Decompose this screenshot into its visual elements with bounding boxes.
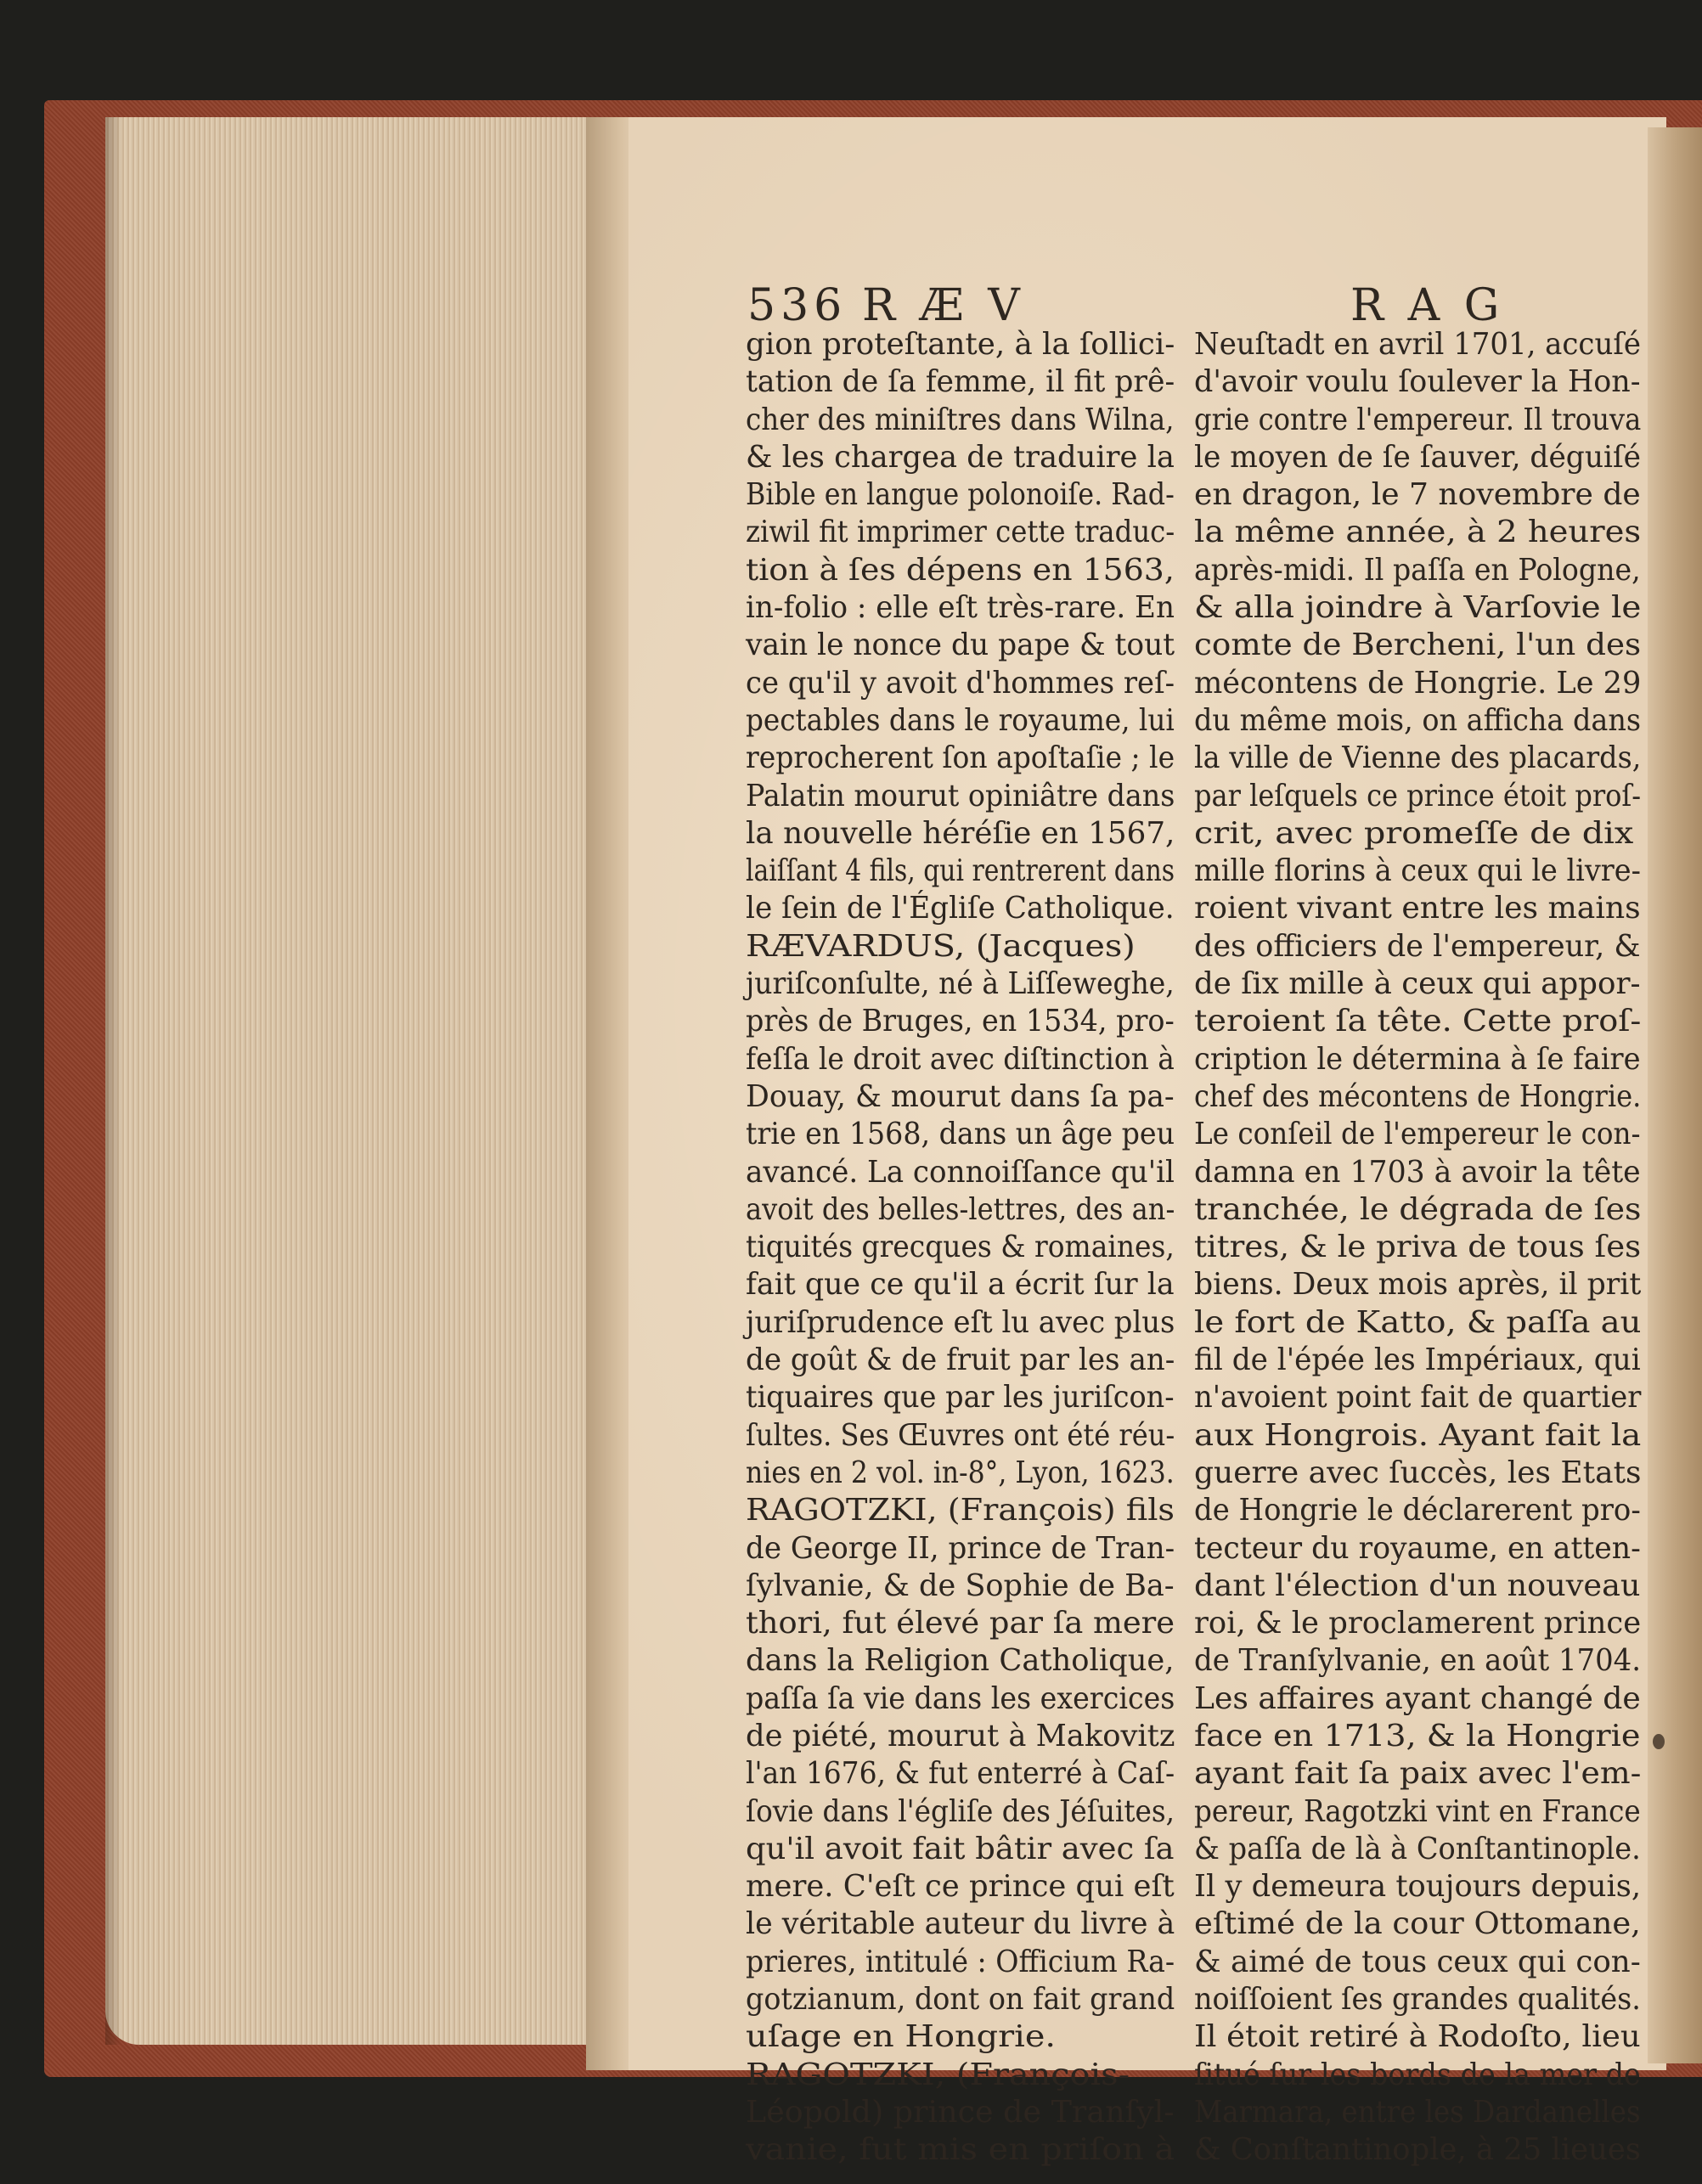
right-column-line: le fort de Katto, & paſſa au — [1194, 1304, 1642, 1340]
right-column-line: titres, & le priva de tous ſes — [1194, 1230, 1642, 1265]
left-column-line: la nouvelle héréſie en 1567, — [746, 815, 1175, 851]
left-column-line: RÆVARDUS, (Jacques) — [746, 928, 1136, 964]
right-column-line: du même mois, on afficha dans — [1194, 702, 1642, 738]
left-column-line: RAGOTZKI, (François) fils — [746, 1493, 1175, 1528]
left-column-line: uſage en Hongrie. — [746, 2019, 1056, 2055]
left-column-line: le véritable auteur du livre à — [746, 1906, 1175, 1942]
right-column-line: & alla joindre à Varſovie le — [1194, 590, 1642, 626]
left-column-line: juriſprudence eſt lu avec plus — [746, 1304, 1175, 1340]
left-column-line: trie en 1568, dans un âge peu — [746, 1117, 1175, 1152]
page-stack-shadow — [105, 117, 122, 2045]
right-column-line: après-midi. Il paſſa en Pologne, — [1194, 552, 1641, 588]
right-column-line: face en 1713, & la Hongrie — [1194, 1718, 1641, 1753]
right-column-line: en dragon, le 7 novembre de — [1194, 477, 1641, 513]
right-column-line: comte de Bercheni, l'un des — [1194, 628, 1642, 663]
right-column-line: chef des mécontens de Hongrie. — [1194, 1078, 1642, 1114]
right-column-line: Neuſtadt en avril 1701, accuſé — [1194, 327, 1641, 362]
right-column-line: crit, avec promeſſe de dix — [1194, 815, 1634, 851]
text-column-left — [746, 326, 1175, 2170]
left-column-line: juriſconſulte, né à Liſſeweghe, — [746, 966, 1175, 1002]
running-head-left: R Æ V — [862, 280, 1025, 331]
left-column-line: de George II, prince de Tran- — [746, 1530, 1175, 1566]
left-column-line: & les chargea de traduire la — [746, 439, 1175, 475]
page-stack-left — [105, 117, 606, 2045]
right-column-line: la ville de Vienne des placards, — [1194, 740, 1642, 776]
left-column-line: le ſein de l'Égliſe Catholique. — [746, 891, 1175, 926]
facing-page-edge — [1648, 127, 1702, 2063]
right-column-line: mille florins à ceux qui le livre- — [1194, 853, 1641, 889]
left-column-line: tiquités grecques & romaines, — [746, 1230, 1175, 1265]
right-column-line: damna en 1703 à avoir la tête — [1194, 1154, 1641, 1190]
right-column-line: la même année, à 2 heures — [1194, 515, 1642, 550]
page-number: 536 — [747, 280, 848, 331]
left-column-line: tiquaires que par les juriſcon- — [746, 1380, 1175, 1416]
left-column-line: vanie, fut mis en priſon à — [746, 2132, 1175, 2168]
right-column-line: Les affaires ayant changé de — [1194, 1680, 1641, 1716]
left-column-line: ce qu'il y avoit d'hommes reſ- — [746, 665, 1175, 701]
right-column-line: grie contre l'empereur. Il trouva — [1194, 402, 1642, 437]
left-column-line: tation de ſa femme, il fit prê- — [746, 364, 1175, 400]
left-column-line: Palatin mourut opiniâtre dans — [746, 778, 1175, 813]
left-column-line: reprocherent ſon apoſtaſie ; le — [746, 740, 1175, 776]
left-column-line: cher des miniſtres dans Wilna, — [746, 402, 1175, 437]
ink-spot — [1653, 1734, 1665, 1749]
left-column-line: mere. C'eſt ce prince qui eſt — [746, 1869, 1175, 1905]
right-column-line: & Conſtantinople, à 25 lieues — [1194, 2132, 1641, 2168]
left-column-line: vain le nonce du pape & tout — [746, 628, 1175, 663]
right-column-line: eſtimé de la cour Ottomane, — [1194, 1906, 1641, 1942]
left-column-line: Douay, & mourut dans ſa pa- — [746, 1078, 1175, 1114]
right-column-line: n'avoient point fait de quartier — [1194, 1380, 1642, 1416]
left-column-line: ſultes. Ses Œuvres ont été réu- — [746, 1417, 1175, 1453]
left-column-line: de piété, mourut à Makovitz — [746, 1718, 1175, 1753]
left-column-line: avancé. La connoiſſance qu'il — [746, 1154, 1175, 1190]
right-column-line: le moyen de ſe ſauver, déguiſé — [1194, 439, 1642, 475]
left-column-line: gion proteſtante, à la ſollici- — [746, 327, 1175, 362]
left-column-line: tion à ſes dépens en 1563, — [746, 552, 1175, 588]
left-column-line: ſovie dans l'égliſe des Jéſuites, — [746, 1793, 1175, 1829]
left-column-line: près de Bruges, en 1534, pro- — [746, 1004, 1175, 1039]
left-column-line: dans la Religion Catholique, — [746, 1643, 1175, 1679]
left-column-line: prieres, intitulé : Officium Ra- — [746, 1944, 1175, 1979]
right-column-line: ſitué ſur les bords de la mer de — [1194, 2057, 1641, 2092]
right-column-line: tranchée, le dégrada de ſes — [1194, 1191, 1642, 1227]
right-column-line: par leſquels ce prince étoit proſ- — [1194, 778, 1642, 813]
left-column-line: Léopold) prince de Tranſyl- — [746, 2094, 1175, 2130]
left-column-line: ſylvanie, & de Sophie de Ba- — [746, 1568, 1175, 1603]
right-column-line: dant l'élection d'un nouveau — [1194, 1568, 1641, 1603]
left-column-line: nies en 2 vol. in-8°, Lyon, 1623. — [746, 1455, 1175, 1490]
right-column-line: guerre avec ſuccès, les Etats — [1194, 1455, 1642, 1490]
left-column-line: gotzianum, dont on fait grand — [746, 1982, 1175, 2018]
right-column-line: Il étoit retiré à Rodoſto, lieu — [1194, 2019, 1641, 2055]
right-column-line: noiſſoient ſes grandes qualités. — [1194, 1982, 1641, 2018]
running-head-right: R A G — [1350, 280, 1505, 331]
right-column-line: teroient ſa tête. Cette proſ- — [1194, 1004, 1642, 1039]
text-column-right — [1194, 326, 1641, 2170]
right-column-line: roient vivant entre les mains — [1194, 891, 1641, 926]
left-column-line: fait que ce qu'il a écrit ſur la — [746, 1267, 1175, 1303]
right-column-line: mécontens de Hongrie. Le 29 — [1194, 665, 1642, 701]
right-column-line: & paſſa de là à Conſtantinople. — [1194, 1831, 1641, 1866]
left-column-line: in-folio : elle eſt très-rare. En — [746, 590, 1175, 626]
right-column-line: de Hongrie le déclarerent pro- — [1194, 1493, 1641, 1528]
left-column-line: feſſa le droit avec diſtinction à — [746, 1041, 1175, 1077]
left-column-line: thori, fut élevé par ſa mere — [746, 1606, 1175, 1641]
left-column-line: Bible en langue polonoiſe. Rad- — [746, 477, 1175, 513]
right-column-line: fil de l'épée les Impériaux, qui — [1194, 1342, 1641, 1378]
right-column-line: de Tranſylvanie, en août 1704. — [1194, 1643, 1641, 1679]
right-column-line: aux Hongrois. Ayant fait la — [1194, 1417, 1642, 1453]
left-column-line: pectables dans le royaume, lui — [746, 702, 1175, 738]
right-column-line: cription le détermina à ſe faire — [1194, 1041, 1641, 1077]
right-column-line: Il y demeura toujours depuis, — [1194, 1869, 1642, 1905]
left-column-line: RAGOTZKI, (François- — [746, 2057, 1130, 2092]
left-column-line: de goût & de fruit par les an- — [746, 1342, 1175, 1378]
left-column-line: qu'il avoit fait bâtir avec ſa — [746, 1831, 1175, 1866]
right-column-line: ayant fait ſa paix avec l'em- — [1194, 1756, 1642, 1792]
left-column-line: l'an 1676, & fut enterré à Caſ- — [746, 1756, 1175, 1792]
right-column-line: Marmara, entre les Dardanelles — [1194, 2094, 1641, 2130]
right-column-line: roi, & le proclamerent prince — [1194, 1606, 1642, 1641]
left-column-line: ziwil fit imprimer cette traduc- — [746, 515, 1175, 550]
left-column-line: avoit des belles-lettres, des an- — [746, 1191, 1175, 1227]
right-column-line: biens. Deux mois après, il prit — [1194, 1267, 1642, 1303]
right-column-line: Le conſeil de l'empereur le con- — [1194, 1117, 1641, 1152]
left-column-line: laiſſant 4 fils, qui rentrerent dans — [746, 853, 1175, 889]
right-column-line: des officiers de l'empereur, & — [1194, 928, 1641, 964]
left-column-line: paſſa ſa vie dans les exercices — [746, 1680, 1175, 1716]
right-column-line: & aimé de tous ceux qui con- — [1194, 1944, 1641, 1979]
right-column-line: d'avoir voulu ſoulever la Hon- — [1194, 364, 1641, 400]
right-column-line: tecteur du royaume, en atten- — [1194, 1530, 1641, 1566]
right-column-line: de ſix mille à ceux qui appor- — [1194, 966, 1641, 1002]
right-column-line: pereur, Ragotzki vint en France — [1194, 1793, 1641, 1829]
